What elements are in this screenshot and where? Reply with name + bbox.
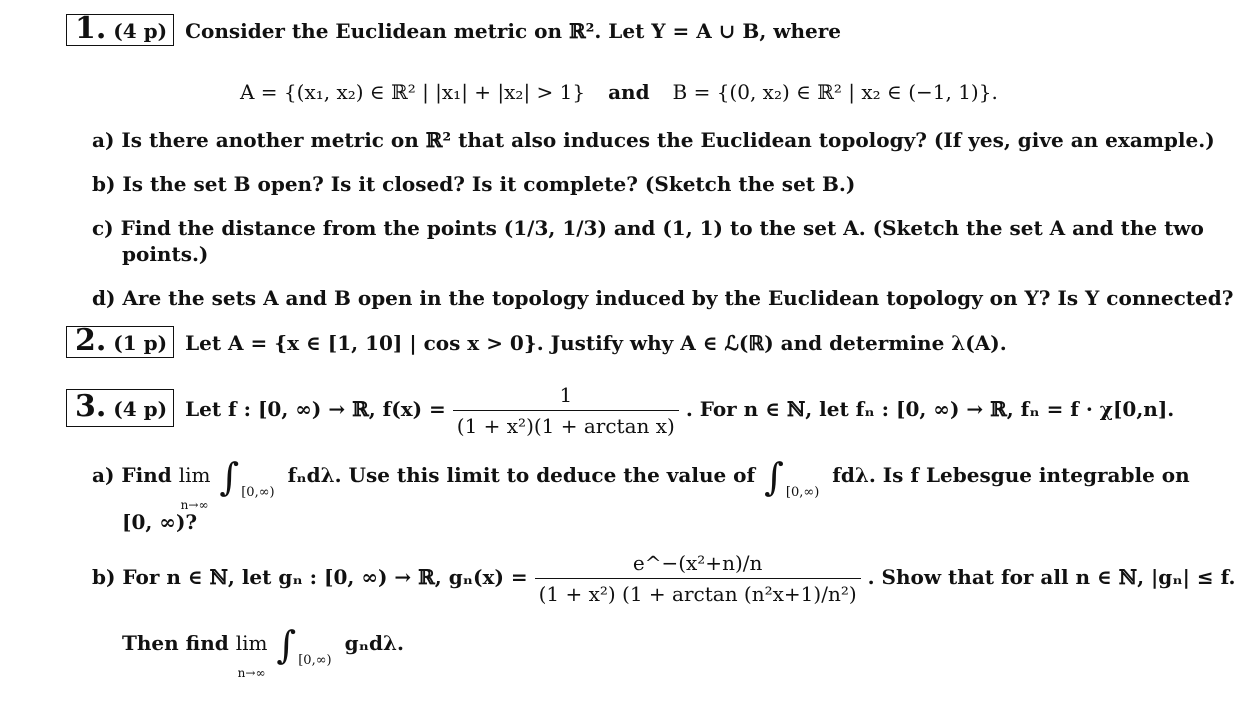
sets-definition (240, 80, 998, 104)
question-3b (92, 548, 1235, 609)
question-1b: b) Is the set B open? Is it closed? Is it complete? (Sketch the set B.) (92, 172, 856, 196)
problem-3-lead: Let f : [0, ∞) → ℝ, f(x) = (185, 397, 446, 421)
question-1c-line2: points.) (122, 242, 209, 266)
integral-sign-3: ∫ (276, 622, 297, 667)
f-numerator: 1 (559, 383, 573, 407)
question-3a-end: [0, ∞)? (122, 510, 198, 534)
problem-3-number-box (66, 389, 174, 427)
set-b-definition: B = {(0, x₂) ∈ ℝ² | x₂ ∈ (−1, 1)}. (672, 80, 998, 104)
limit-subscript: n→∞ (180, 498, 209, 512)
question-3b-lead: b) For n ∈ ℕ, let gₙ : [0, ∞) → ℝ, gₙ(x) = (92, 565, 528, 589)
integral-sign: ∫ (219, 454, 240, 499)
integral-domain-2: [0,∞) (785, 485, 820, 500)
problem-1-intro: Consider the Euclidean metric on ℝ². Let Y = A ∪ B, where (185, 19, 841, 43)
question-1c-line1: c) Find the distance from the points (1/3, 1/3) and (1, 1) to the set A. (Sketch the set A and the two (92, 216, 1204, 240)
problem-1-header (66, 11, 841, 46)
problem-1-number-box (66, 11, 174, 46)
g-numerator: e^−(x²+n)/n (632, 551, 763, 575)
f-denominator: (1 + x²)(1 + arctan x) (453, 410, 679, 441)
problem-3-points: (4 p) (113, 397, 168, 421)
problem-2-number-box (66, 323, 174, 358)
f-fraction (453, 380, 679, 441)
question-3a-lead: a) Find (92, 463, 172, 487)
problem-3-tail: . For n ∈ ℕ, let fₙ : [0, ∞) → ℝ, fₙ = f · χ[0,n]. (685, 397, 1175, 421)
problem-2 (66, 323, 1007, 358)
integral-domain: [0,∞) (241, 485, 275, 500)
limit-operator-2 (236, 626, 268, 690)
problem-3 (66, 380, 1174, 441)
and-word: and (608, 80, 650, 104)
problem-2-number: 2. (75, 323, 107, 358)
limit-text: lim (178, 463, 211, 487)
limit-subscript-2: n→∞ (237, 666, 266, 680)
g-denominator: (1 + x²) (1 + arctan (n²x+1)/n²) (535, 578, 861, 609)
question-3a (92, 454, 1190, 522)
question-3b-end: gₙdλ. (344, 631, 404, 655)
question-1a: a) Is there another metric on ℝ² that also induces the Euclidean topology? (If yes, give an example.) (92, 128, 1215, 152)
question-3a-mid2: fdλ. Is f Lebesgue integrable on (832, 463, 1190, 487)
set-a-definition: A = {(x₁, x₂) ∈ ℝ² | |x₁| + |x₂| > 1} (240, 80, 586, 104)
question-3b-then (122, 622, 404, 690)
problem-3-number: 3. (75, 389, 107, 424)
g-fraction (535, 548, 861, 609)
question-3a-mid1: fₙdλ. Use this limit to deduce the value of (287, 463, 756, 487)
problem-1-points: (4 p) (113, 19, 168, 43)
integral-sign-2: ∫ (764, 454, 784, 499)
problem-2-text: Let A = {x ∈ [1, 10] | cos x > 0}. Justify why A ∈ ℒ(ℝ) and determine λ(A). (185, 331, 1007, 355)
limit-text-2: lim (235, 631, 268, 655)
question-1d: d) Are the sets A and B open in the topology induced by the Euclidean topology on Y? Is Y connected? (92, 286, 1234, 310)
question-3b-tail: . Show that for all n ∈ ℕ, |gₙ| ≤ f. (867, 565, 1236, 589)
integral-domain-3: [0,∞) (298, 653, 332, 668)
problem-1-number: 1. (75, 11, 107, 46)
problem-2-points: (1 p) (113, 331, 168, 355)
question-3b-then-text: Then find (122, 631, 229, 655)
